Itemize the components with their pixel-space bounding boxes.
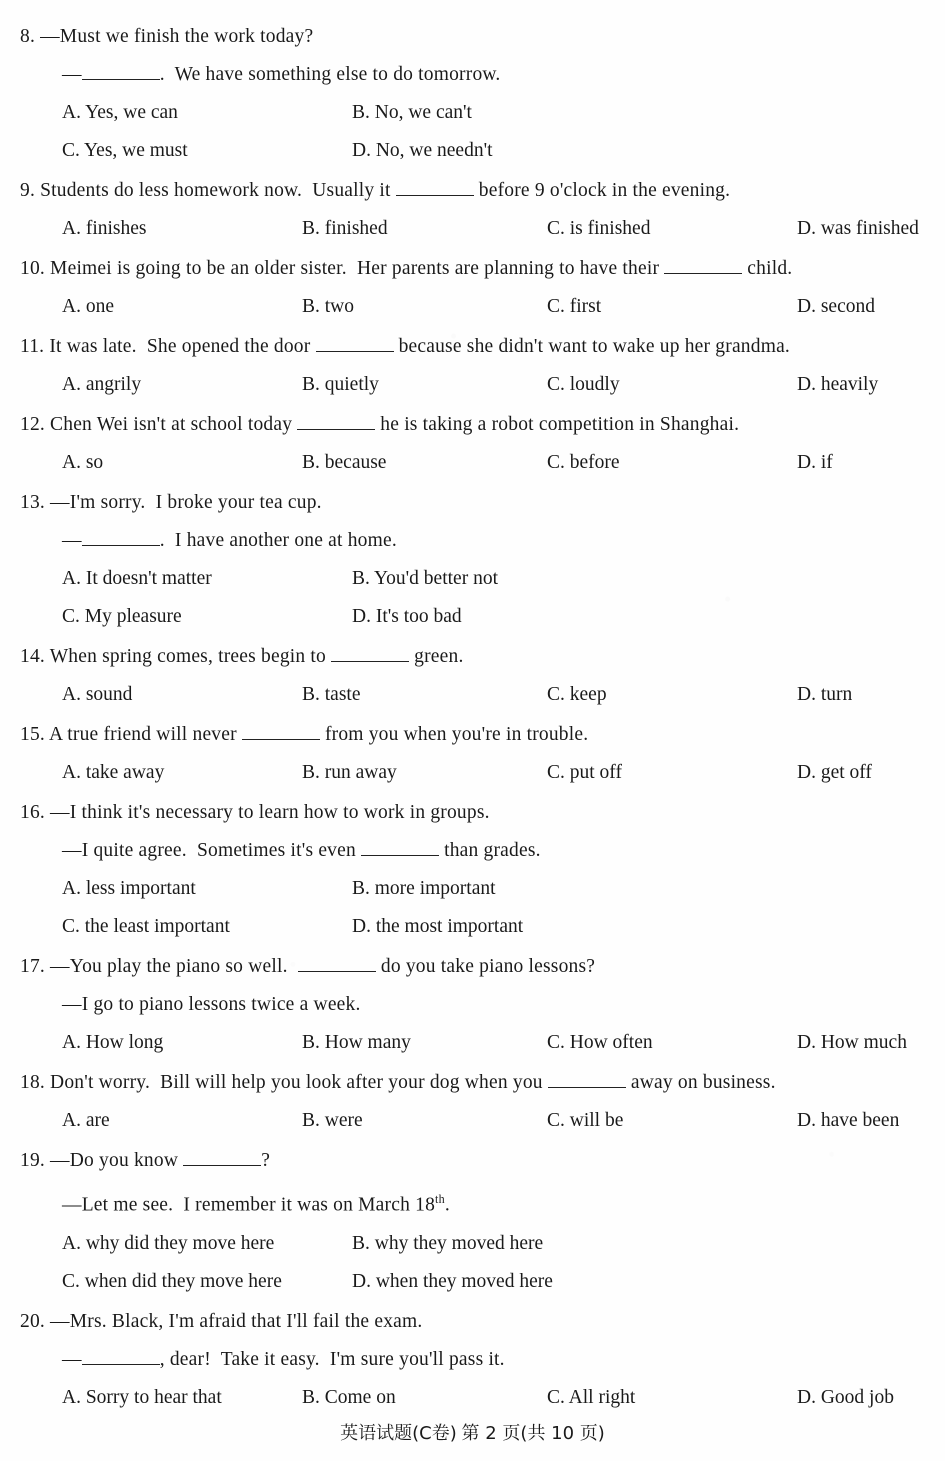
option-b[interactable]: B. finished	[302, 218, 388, 239]
option-c[interactable]: C. My pleasure	[62, 606, 182, 627]
option-row	[18, 132, 927, 170]
question-stem: 15. A true friend will never from you when you're in trouble.	[20, 724, 589, 745]
answer-blank	[82, 79, 160, 80]
option-a[interactable]: A. angrily	[62, 374, 142, 395]
answer-blank	[396, 195, 474, 196]
answer-blank	[664, 273, 742, 274]
question-12	[18, 406, 927, 482]
option-a[interactable]: A. How long	[62, 1032, 164, 1053]
option-row	[18, 210, 927, 248]
option-c[interactable]: C. the least important	[62, 916, 230, 937]
option-b[interactable]: B. more important	[352, 878, 496, 899]
option-row	[18, 870, 927, 908]
page-footer	[0, 1419, 945, 1445]
question-19	[18, 1142, 927, 1301]
option-b[interactable]: B. taste	[302, 684, 361, 705]
answer-blank	[183, 1165, 261, 1166]
option-a[interactable]: A. take away	[62, 762, 165, 783]
question-18	[18, 1064, 927, 1140]
question-stem: 12. Chen Wei isn't at school today he is taking a robot competition in Shanghai.	[20, 414, 740, 435]
option-row	[18, 94, 927, 132]
option-c[interactable]: C. when did they move here	[62, 1270, 282, 1292]
option-d[interactable]: D. heavily	[797, 374, 879, 395]
answer-blank	[82, 1364, 160, 1365]
option-row	[18, 1379, 927, 1417]
option-d[interactable]: D. have been	[797, 1110, 900, 1131]
answer-blank	[82, 545, 160, 546]
question-20	[18, 1303, 927, 1417]
option-d[interactable]: D. get off	[797, 762, 872, 783]
question-stem: 20. —Mrs. Black, I'm afraid that I'll fail the exam.	[20, 1310, 423, 1332]
footer-subject: 英语试题(C卷)	[340, 1423, 457, 1444]
question-sub-line: —Let me see. I remember it was on March 18th.	[62, 1192, 450, 1216]
option-row	[18, 676, 927, 714]
question-sub-line: — , dear! Take it easy. I'm sure you'll pass it.	[62, 1348, 505, 1370]
question-stem: 18. Don't worry. Bill will help you look after your dog when you away on business.	[20, 1072, 776, 1093]
option-a[interactable]: A. Yes, we can	[62, 102, 178, 123]
option-a[interactable]: A. sound	[62, 684, 133, 705]
option-row	[18, 288, 927, 326]
question-sub-line: — . We have something else to do tomorrow.	[62, 64, 501, 85]
answer-blank	[331, 661, 409, 662]
option-a[interactable]: A. one	[62, 296, 114, 317]
option-row	[18, 908, 927, 946]
option-c[interactable]: C. will be	[547, 1110, 624, 1131]
question-sub-line: —I go to piano lessons twice a week.	[62, 994, 361, 1015]
option-a[interactable]: A. Sorry to hear that	[62, 1386, 222, 1408]
option-a[interactable]: A. why did they move here	[62, 1232, 275, 1254]
question-stem: 10. Meimei is going to be an older sister. Her parents are planning to have their child.	[20, 258, 793, 279]
option-row	[18, 444, 927, 482]
answer-blank	[298, 971, 376, 972]
option-c[interactable]: C. is finished	[547, 218, 651, 239]
option-b[interactable]: B. How many	[302, 1032, 411, 1053]
question-stem: 14. When spring comes, trees begin to green.	[20, 646, 464, 667]
option-d[interactable]: D. when they moved here	[352, 1270, 553, 1292]
option-b[interactable]: B. because	[302, 452, 387, 473]
option-d[interactable]: D. No, we needn't	[352, 140, 493, 161]
option-c[interactable]: C. How often	[547, 1032, 653, 1053]
option-b[interactable]: B. two	[302, 296, 355, 317]
question-14	[18, 638, 927, 714]
option-c[interactable]: C. loudly	[547, 374, 620, 395]
question-stem: 11. It was late. She opened the door because she didn't want to wake up her grandma.	[20, 336, 791, 357]
option-d[interactable]: D. turn	[797, 684, 853, 705]
option-d[interactable]: D. Good job	[797, 1386, 894, 1408]
option-row	[18, 598, 927, 636]
question-stem: 19. —Do you know ?	[20, 1150, 271, 1171]
option-a[interactable]: A. It doesn't matter	[62, 568, 212, 589]
option-c[interactable]: C. Yes, we must	[62, 140, 188, 161]
option-d[interactable]: D. It's too bad	[352, 606, 462, 627]
question-stem: 13. —I'm sorry. I broke your tea cup.	[20, 492, 322, 513]
answer-blank	[361, 855, 439, 856]
option-c[interactable]: C. first	[547, 296, 602, 317]
answer-blank	[548, 1087, 626, 1088]
ordinal-suffix: th	[435, 1192, 445, 1206]
option-a[interactable]: A. less important	[62, 878, 196, 899]
option-b[interactable]: B. run away	[302, 762, 397, 783]
option-row	[18, 1225, 927, 1263]
question-stem: 17. —You play the piano so well. do you take piano lessons?	[20, 956, 596, 977]
option-a[interactable]: A. finishes	[62, 218, 147, 239]
question-sub-line: —I quite agree. Sometimes it's even than grades.	[62, 840, 541, 861]
option-c[interactable]: C. before	[547, 452, 620, 473]
answer-blank	[297, 429, 375, 430]
answer-blank	[316, 351, 394, 352]
option-row	[18, 1263, 927, 1301]
option-d[interactable]: D. was finished	[797, 218, 919, 239]
option-c[interactable]: C. put off	[547, 762, 622, 783]
question-stem: 9. Students do less homework now. Usually it before 9 o'clock in the evening.	[20, 180, 731, 201]
option-c[interactable]: C. All right	[547, 1386, 636, 1408]
option-a[interactable]: A. are	[62, 1110, 110, 1131]
option-row	[18, 560, 927, 598]
question-8	[18, 18, 927, 170]
option-d[interactable]: D. the most important	[352, 916, 524, 937]
option-d[interactable]: D. How much	[797, 1032, 907, 1053]
question-11	[18, 328, 927, 404]
option-b[interactable]: B. You'd better not	[352, 568, 498, 589]
option-d[interactable]: D. second	[797, 296, 875, 317]
question-stem: 16. —I think it's necessary to learn how to work in groups.	[20, 802, 490, 823]
option-row	[18, 366, 927, 404]
question-stem: 8. —Must we finish the work today?	[20, 26, 314, 47]
question-13	[18, 484, 927, 636]
option-row	[18, 1024, 927, 1062]
question-17	[18, 948, 927, 1062]
option-c[interactable]: C. keep	[547, 684, 607, 705]
option-row	[18, 1102, 927, 1140]
option-b[interactable]: B. Come on	[302, 1386, 396, 1408]
question-sub-line: — . I have another one at home.	[62, 530, 397, 551]
question-15	[18, 716, 927, 792]
option-a[interactable]: A. so	[62, 452, 104, 473]
option-b[interactable]: B. why they moved here	[352, 1232, 544, 1254]
option-row	[18, 754, 927, 792]
question-9	[18, 172, 927, 248]
question-10	[18, 250, 927, 326]
option-d[interactable]: D. if	[797, 452, 833, 473]
footer-page-label: 第 2 页(共 10 页)	[461, 1423, 605, 1444]
option-b[interactable]: B. were	[302, 1110, 363, 1131]
question-16	[18, 794, 927, 946]
option-b[interactable]: B. No, we can't	[352, 102, 472, 123]
option-b[interactable]: B. quietly	[302, 374, 379, 395]
answer-blank	[242, 739, 320, 740]
